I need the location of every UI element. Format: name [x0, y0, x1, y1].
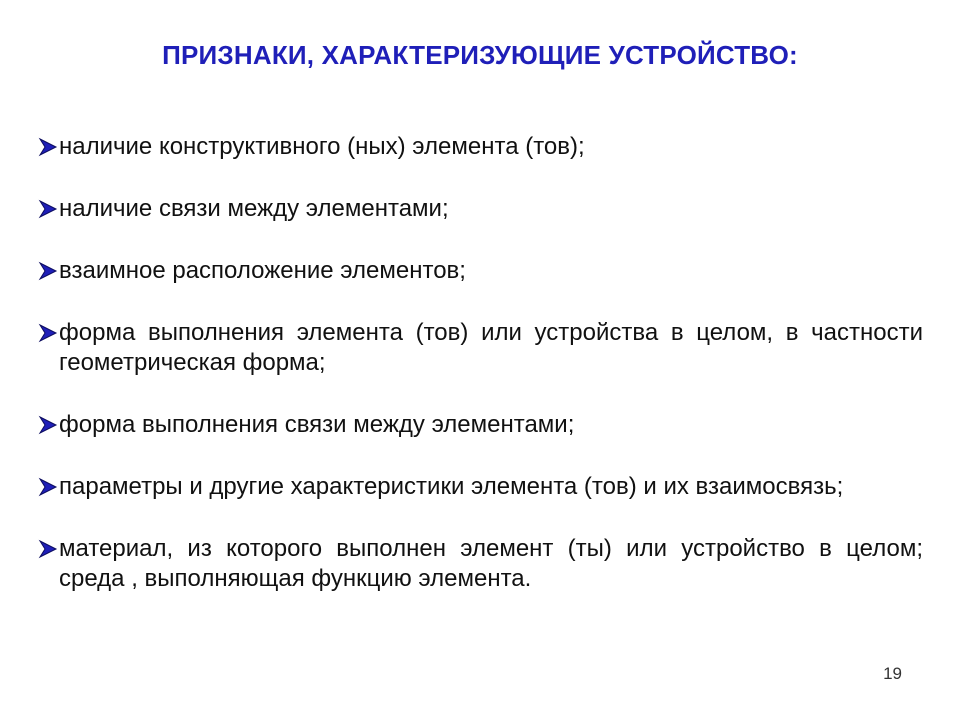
arrowhead-icon [37, 322, 59, 344]
bullet-text: параметры и другие характеристики элемента (тов) и их взаимосвязь; [59, 473, 844, 500]
arrowhead-icon [37, 260, 59, 282]
bullet-text: наличие конструктивного (ных) элемента (тов); [59, 133, 585, 160]
arrowhead-icon [37, 198, 59, 220]
bullet-list [37, 132, 923, 626]
bullet-item [37, 256, 923, 286]
bullet-text: наличие связи между элементами; [59, 195, 449, 222]
bullet-text: взаимное расположение элементов; [59, 257, 466, 284]
bullet-item [37, 410, 923, 440]
bullet-text: материал, из которого выполнен элемент (ты) или устройство в целом; среда , выполняющая функцию элемента. [59, 535, 923, 592]
arrowhead-icon [37, 136, 59, 158]
bullet-text: форма выполнения элемента (тов) или устройства в целом, в частности геометрическая форма; [59, 319, 923, 376]
page-number: 19 [883, 664, 902, 683]
bullet-item [37, 194, 923, 224]
bullet-item [37, 318, 923, 378]
bullet-item [37, 534, 923, 594]
slide-title: ПРИЗНАКИ, ХАРАКТЕРИЗУЮЩИЕ УСТРОЙСТВО: [162, 40, 798, 70]
arrowhead-icon [37, 538, 59, 560]
arrowhead-icon [37, 476, 59, 498]
bullet-text: форма выполнения связи между элементами; [59, 411, 575, 438]
arrowhead-icon [37, 414, 59, 436]
bullet-item [37, 132, 923, 162]
bullet-item [37, 472, 923, 502]
